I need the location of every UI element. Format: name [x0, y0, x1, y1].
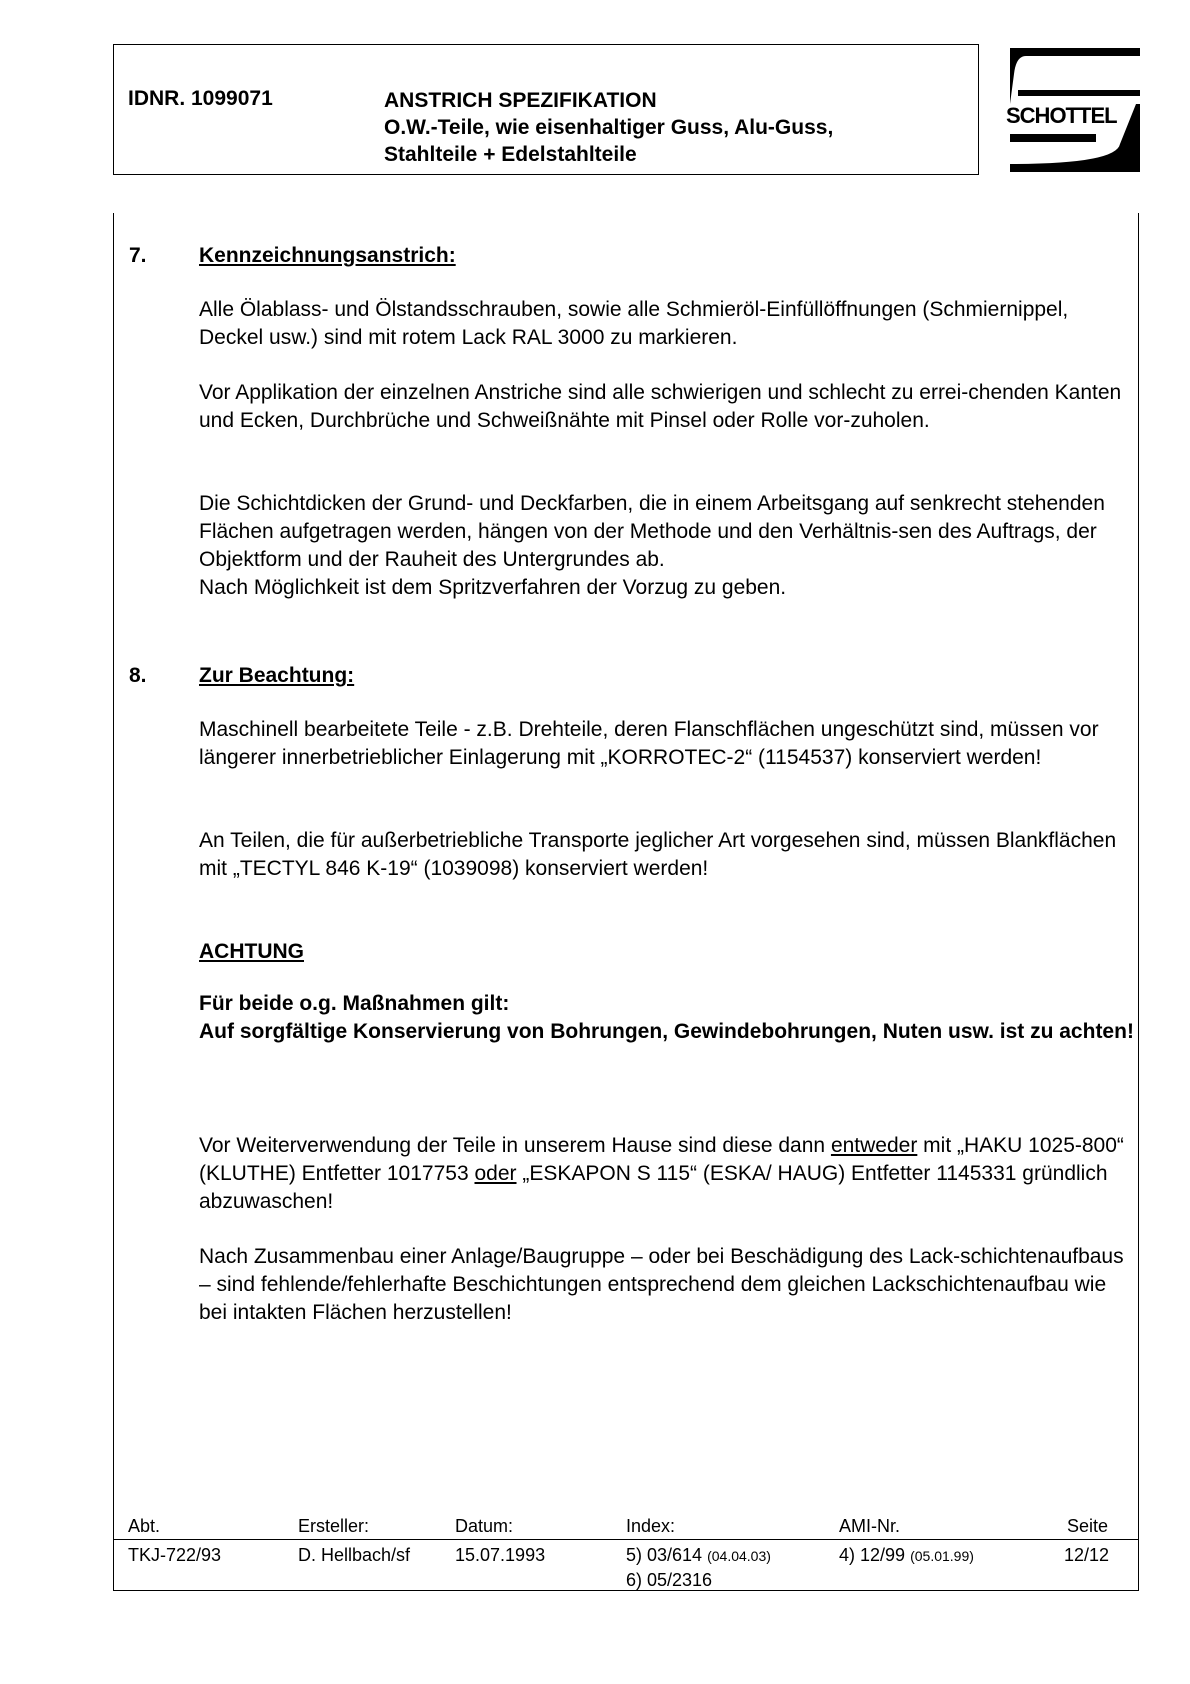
section-7-number: 7. — [129, 244, 147, 267]
index-1-number: 5) 03/614 — [626, 1545, 703, 1565]
footer-index-value-2: 6) 05/2316 — [626, 1570, 713, 1590]
footer-ersteller-value: D. Hellbach/sf — [298, 1545, 411, 1565]
oder-emphasis: oder — [474, 1162, 517, 1185]
section-7-paragraph-1: Alle Ölablass- und Ölstandsschrauben, sowie alle Schmieröl-Einfüllöffnungen (Schmiernippel, Deckel usw.) sind mit rotem Lack RAL 3000 zu markieren. — [199, 298, 1069, 349]
section-7-title: Kennzeichnungsanstrich: — [199, 244, 456, 267]
footer-ami-label: AMI-Nr. — [839, 1516, 900, 1536]
section-7-paragraph-3 — [199, 490, 1134, 602]
section-7-paragraph-3-text: Die Schichtdicken der Grund- und Deckfarben, die in einem Arbeitsgang auf senkrecht stehenden Flächen aufgetragen werden, hängen von der Methode und den Verhältnis-sen des Auftrags, der Objektform und der Rauheit des Untergrundes ab. — [199, 492, 1105, 571]
section-8-paragraph-2: An Teilen, die für außerbetriebliche Transporte jeglicher Art vorgesehen sind, müssen Blankflächen mit „TECTYL 846 K-19“ (1039098) konserviert werden! — [199, 829, 1117, 880]
footer-ersteller-label: Ersteller: — [298, 1516, 370, 1536]
footer-ami-value — [839, 1545, 974, 1566]
logo-text: SCHOTTEL — [1006, 103, 1117, 128]
title-line-2: O.W.-Teile, wie eisenhaltiger Guss, Alu-Guss, — [384, 116, 834, 139]
footer-abt-label: Abt. — [128, 1516, 161, 1536]
footer-seite-value: 12/12 — [1064, 1545, 1110, 1565]
paragraph-3-part-a: Vor Weiterverwendung der Teile in unserem Hause sind diese dann — [199, 1134, 831, 1157]
paragraph-3-part-c: „ESKAPON S 115“ (ESKA/ HAUG) Entfetter 1145331 gründlich abzuwaschen! — [199, 1162, 1108, 1213]
footer-datum-value: 15.07.1993 — [455, 1545, 546, 1565]
achtung-line-1: Für beide o.g. Maßnahmen gilt: — [199, 992, 510, 1015]
section-8-title: Zur Beachtung: — [199, 664, 355, 687]
title-line-1: ANSTRICH SPEZIFIKATION — [384, 89, 657, 112]
section-8-paragraph-3 — [199, 1132, 1134, 1216]
ami-number: 4) 12/99 — [839, 1545, 906, 1565]
paragraph-3-part-b: mit „HAKU 1025-800“ (KLUTHE) Entfetter 1017753 — [199, 1134, 1124, 1185]
footer-divider — [113, 1539, 1139, 1540]
footer-datum-label: Datum: — [455, 1516, 514, 1536]
index-1-date: (04.04.03) — [707, 1548, 771, 1564]
section-8-paragraph-4: Nach Zusammenbau einer Anlage/Baugruppe – oder bei Beschädigung des Lack-schichtenaufbaus – sind fehlende/fehlerhafte Beschichtungen entsprechend dem gleichen Lackschichtenaufbau wie bei intakten Flächen herzustellen! — [199, 1245, 1124, 1324]
achtung-line-2: Auf sorgfältige Konservierung von Bohrungen, Gewindebohrungen, Nuten usw. ist zu achten! — [199, 1020, 1134, 1043]
footer-seite-label: Seite — [1067, 1516, 1109, 1536]
section-8-paragraph-1: Maschinell bearbeitete Teile - z.B. Drehteile, deren Flanschflächen ungeschützt sind, müssen vor längerer innerbetrieblicher Einlagerung mit „KORROTEC-2“ (1154537) konserviert werden! — [199, 718, 1099, 769]
section-8-number: 8. — [129, 664, 147, 687]
achtung-heading: ACHTUNG — [199, 940, 304, 963]
section-7-paragraph-3-note: Nach Möglichkeit ist dem Spritzverfahren der Vorzug zu geben. — [199, 576, 787, 599]
footer-abt-value: TKJ-722/93 — [128, 1545, 222, 1565]
entweder-emphasis: entweder — [830, 1134, 918, 1157]
ami-date: (05.01.99) — [910, 1548, 974, 1564]
document-title — [384, 87, 833, 168]
document-header — [113, 44, 979, 175]
schottel-logo — [1006, 44, 1140, 176]
footer-index-value-1 — [626, 1545, 771, 1566]
section-7-paragraph-2: Vor Applikation der einzelnen Anstriche sind alle schwierigen und schlecht zu errei-chenden Kanten und Ecken, Durchbrüche und Schweißnähte mit Pinsel oder Rolle vor-zuholen. — [199, 381, 1122, 432]
idnr: IDNR. 1099071 — [128, 87, 273, 110]
achtung-text — [199, 990, 1134, 1046]
footer-index-label: Index: — [626, 1516, 676, 1536]
title-line-3: Stahlteile + Edelstahlteile — [384, 143, 637, 166]
